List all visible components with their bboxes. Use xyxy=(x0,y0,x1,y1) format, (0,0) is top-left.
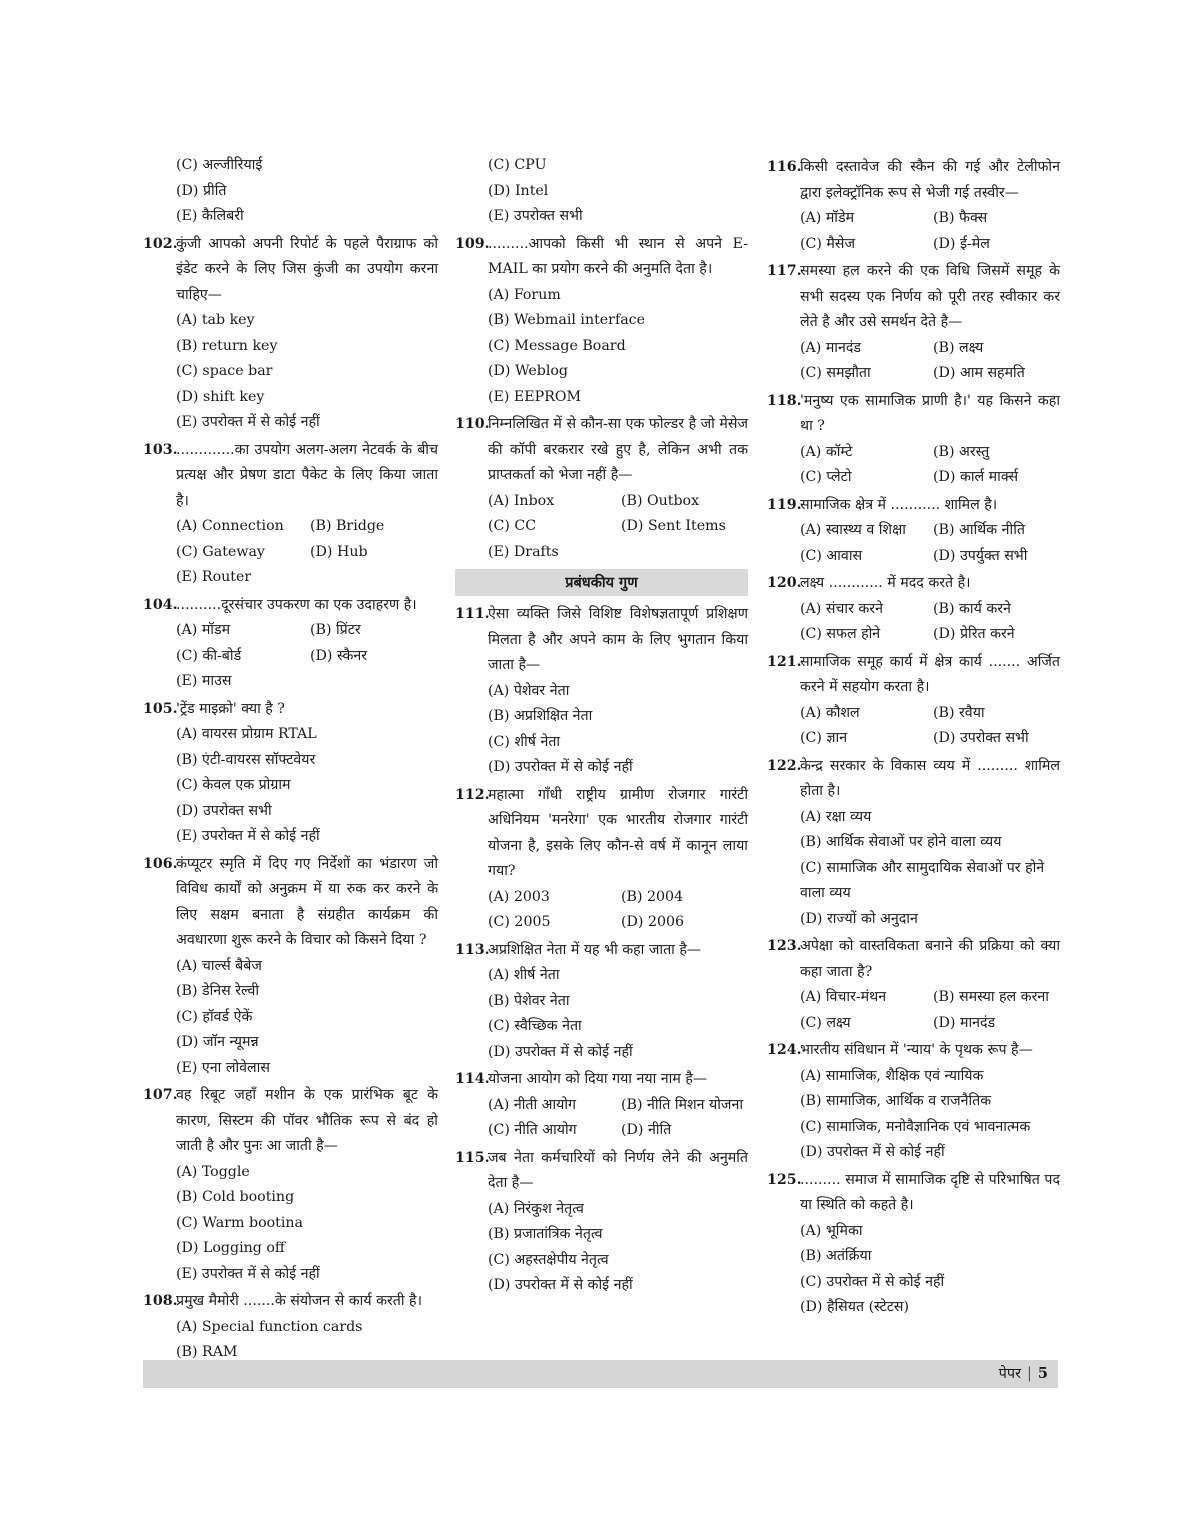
option: (D) मानदंड xyxy=(933,1014,996,1031)
question-text: ..........दूरसंचार उपकरण का एक उदाहरण है। xyxy=(176,596,417,613)
question-text: लक्ष्य ............ में मदद करते है। xyxy=(800,575,971,591)
question xyxy=(767,1168,1060,1321)
question-number: 106. xyxy=(143,855,178,872)
question-text: भारतीय संविधान में 'न्याय' के पृथक रूप है— xyxy=(800,1042,1033,1058)
options-list xyxy=(800,985,1060,1036)
option: (D) स्कैनर xyxy=(310,647,368,664)
option: (D) Weblog xyxy=(488,363,569,379)
option: (A) मॉडेम xyxy=(800,210,855,226)
footer-separator: | xyxy=(1027,1366,1032,1382)
options-list xyxy=(176,514,438,591)
option: (D) 2006 xyxy=(621,914,685,930)
option: (B) एंटी-वायरस सॉफ्टवेयर xyxy=(176,751,316,768)
option: (B) नीति मिशन योजना xyxy=(621,1096,743,1113)
option: (C) शीर्ष नेता xyxy=(488,733,561,750)
question xyxy=(767,155,1060,257)
question-head xyxy=(767,259,1060,336)
option: (B) Outbox xyxy=(621,492,700,509)
question-text: केन्द्र सरकार के विकास व्यय में ......... शामिल होता है। xyxy=(800,757,1060,799)
question-head xyxy=(455,232,748,283)
options-list xyxy=(176,308,438,436)
options-list xyxy=(800,1219,1060,1321)
question xyxy=(767,571,1060,648)
option: (D) उपरोक्त में से कोई नहीं xyxy=(488,759,633,775)
option: (B) Cold booting xyxy=(176,1189,295,1205)
option: (B) Bridge xyxy=(310,518,385,534)
question xyxy=(767,650,1060,752)
option: (C) हॉवर्ड ऐकें xyxy=(176,1008,253,1025)
question-number: 102. xyxy=(143,235,178,252)
question-head xyxy=(455,602,748,679)
question xyxy=(143,1083,438,1287)
option: (D) ई-मेल xyxy=(933,235,990,252)
option: (A) Forum xyxy=(488,286,561,303)
question xyxy=(143,852,438,1082)
option: (A) Toggle xyxy=(176,1163,250,1180)
question-text: ......... समाज में सामाजिक दृष्टि से परिभाषित पद या स्थिति को कहते है। xyxy=(800,1171,1060,1213)
question xyxy=(455,412,748,565)
option: (C) सामाजिक, मनोवैज्ञानिक एवं भावनात्मक xyxy=(800,1118,1031,1135)
option: (D) Intel xyxy=(488,182,549,199)
question-text: 'मनुष्य एक सामाजिक प्राणी है।' यह किसने कहा था ? xyxy=(800,392,1060,434)
option: (A) tab key xyxy=(176,312,255,328)
option: (D) जॉन न्यूमन्न xyxy=(176,1034,259,1050)
option: (B) प्रिंटर xyxy=(310,622,361,638)
question-number: 109. xyxy=(455,235,490,252)
option: (C) की-बोर्ड xyxy=(176,647,242,664)
options-list xyxy=(488,1197,748,1299)
question-text: प्रमुख मैमोरी .......के संयोजन से कार्य करती है। xyxy=(176,1293,422,1309)
question-number: 107. xyxy=(143,1087,178,1103)
option: (B) return key xyxy=(176,337,278,354)
continued-options xyxy=(143,153,438,230)
option: (B) RAM xyxy=(176,1344,238,1360)
question-text: सामाजिक समूह कार्य में क्षेत्र कार्य ....... अर्जित करने में सहयोग करता है। xyxy=(800,653,1060,695)
option: (B) लक्ष्य xyxy=(933,339,984,356)
option: (C) ज्ञान xyxy=(800,730,848,746)
question-text: निम्नलिखित में से कौन-सा एक फोल्डर है जो मेसेज की कॉपी बरकरार रखे हुए है, लेकिन अभी तक प्राप्तकर्ता को भेजा नहीं है— xyxy=(488,416,748,483)
option: (D) उपरोक्त सभी xyxy=(176,802,272,819)
question xyxy=(143,1289,438,1366)
option: (E) Router xyxy=(176,569,252,585)
option: (C) उपरोक्त में से कोई नहीं xyxy=(800,1273,945,1290)
option: (A) पेशेवर नेता xyxy=(488,682,570,699)
option: (A) विचार-मंथन xyxy=(800,989,887,1005)
column-2 xyxy=(455,153,748,1301)
options-list xyxy=(488,1093,748,1144)
options-list xyxy=(176,1160,438,1288)
option: (B) रवैया xyxy=(933,704,985,721)
option: (B) समस्या हल करना xyxy=(933,989,1049,1005)
question-number: 113. xyxy=(455,941,490,958)
question xyxy=(143,232,438,436)
options-list xyxy=(488,963,748,1065)
option: (A) भूमिका xyxy=(800,1222,863,1239)
question-number: 121. xyxy=(767,653,802,670)
options-list xyxy=(800,518,1060,569)
option: (A) कॉम्टे xyxy=(800,443,853,460)
question xyxy=(455,783,748,936)
options-list xyxy=(488,283,748,411)
question-number: 111. xyxy=(455,606,490,622)
option: (A) सामाजिक, शैक्षिक एवं न्यायिक xyxy=(800,1067,984,1084)
question-head xyxy=(767,1038,1060,1064)
option: (C) मैसेज xyxy=(800,235,856,252)
page-number: 5 xyxy=(1037,1365,1048,1382)
option: (B) फैक्स xyxy=(933,210,988,226)
option: (D) उपरोक्त सभी xyxy=(933,730,1029,746)
option: (B) सामाजिक, आर्थिक व राजनैतिक xyxy=(800,1093,992,1109)
option: (A) शीर्ष नेता xyxy=(488,967,560,983)
option: (B) पेशेवर नेता xyxy=(488,992,570,1009)
options-list xyxy=(176,954,438,1082)
options-list xyxy=(488,489,748,566)
column-3 xyxy=(767,153,1060,1323)
option: (E) उपरोक्त में से कोई नहीं xyxy=(176,1265,320,1282)
option: (C) आवास xyxy=(800,547,863,564)
question xyxy=(455,1146,748,1299)
column-1 xyxy=(143,153,438,1368)
question-text: समस्या हल करने की एक विधि जिसमें समूह के सभी सदस्य एक निर्णय को पूरी तरह स्वीकार कर लेते है और उसे समर्थन देते है— xyxy=(800,263,1060,330)
question-head xyxy=(143,593,438,619)
option: (A) निरंकुश नेतृत्व xyxy=(488,1200,584,1217)
options-list xyxy=(176,618,438,695)
option: (A) Special function cards xyxy=(176,1318,363,1335)
option: (A) स्वास्थ्य व शिक्षा xyxy=(800,522,906,538)
question-head xyxy=(767,650,1060,701)
option: (D) Hub xyxy=(310,543,368,560)
question xyxy=(767,259,1060,387)
question-text: किसी दस्तावेज की स्कैन की गई और टेलीफोन द्वारा इलेक्ट्रॉनिक रूप से भेजी गई तस्वीर— xyxy=(800,159,1060,201)
question-text: .............का उपयोग अलग-अलग नेटवर्क के बीच प्रत्यक्ष और प्रेषण डाटा पैकेट के लिए किया जाता है। xyxy=(176,441,438,509)
option: (C) नीति आयोग xyxy=(488,1122,577,1138)
option: (E) EEPROM xyxy=(488,388,582,405)
option: (B) अरस्तु xyxy=(933,443,990,460)
question-head xyxy=(767,155,1060,206)
footer-label xyxy=(999,1360,1048,1388)
option: (C) Warm bootina xyxy=(176,1214,303,1231)
question-number: 110. xyxy=(455,416,490,432)
question-number: 104. xyxy=(143,596,178,613)
options-list xyxy=(800,805,1060,933)
footer-bar xyxy=(143,1360,1058,1388)
option: (D) Sent Items xyxy=(621,518,726,534)
question-head xyxy=(143,852,438,954)
option: (D) आम सहमति xyxy=(933,365,1025,381)
option: (C) Message Board xyxy=(488,337,626,354)
question-head xyxy=(767,389,1060,440)
question xyxy=(455,1067,748,1144)
option: (D) उपर्युक्त सभी xyxy=(933,547,1028,564)
question-number: 124. xyxy=(767,1042,802,1058)
question-text: अप्रशिक्षित नेता में यह भी कहा जाता है— xyxy=(488,941,702,958)
question xyxy=(143,593,438,695)
option: (A) कौशल xyxy=(800,704,860,721)
question-head xyxy=(767,1168,1060,1219)
question-number: 119. xyxy=(767,496,802,513)
option: (B) 2004 xyxy=(621,888,684,905)
options-list xyxy=(488,885,748,936)
option: (C) CPU xyxy=(488,157,547,173)
options-list xyxy=(176,722,438,850)
question xyxy=(767,493,1060,570)
options-list xyxy=(176,1315,438,1366)
option: (D) प्रेरित करने xyxy=(933,626,1015,642)
option: (E) उपरोक्त सभी xyxy=(488,208,583,224)
question-number: 108. xyxy=(143,1293,178,1309)
option: (A) मानदंड xyxy=(800,339,861,356)
options-list xyxy=(800,206,1060,257)
option: (A) Connection xyxy=(176,518,284,534)
option: (C) स्वैच्छिक नेता xyxy=(488,1018,582,1034)
option: (A) संचार करने xyxy=(800,600,883,617)
option: (C) space bar xyxy=(176,363,273,379)
question xyxy=(143,438,438,591)
question-text: कंप्यूटर स्मृति में दिए गए निर्देशों का भंडारण जो विविध कार्यों को अनुक्रम में या रुक कर करने के लिए सक्षम बनाता है संग्रहीत कार्यक्रम की अवधारणा शुरू करने के विचार को किसने दिया ? xyxy=(176,855,438,948)
option: (C) प्लेटो xyxy=(800,469,852,485)
section-heading: प्रबंधकीय गुण xyxy=(455,569,748,596)
question-number: 112. xyxy=(455,786,490,803)
option: (D) हैसियत (स्टेटस) xyxy=(800,1299,910,1315)
option: (E) Drafts xyxy=(488,543,559,560)
option: (C) 2005 xyxy=(488,914,551,930)
question-number: 118. xyxy=(767,392,802,409)
question-head xyxy=(767,493,1060,519)
question-text: 'ट्रेंड माइक्रो' क्या है ? xyxy=(176,700,285,717)
options-list xyxy=(176,153,438,230)
option: (D) उपरोक्त में से कोई नहीं xyxy=(488,1043,633,1060)
question-head xyxy=(143,1289,438,1315)
question-head xyxy=(767,571,1060,597)
question-number: 123. xyxy=(767,938,802,954)
question-number: 117. xyxy=(767,263,802,279)
option: (C) समझौता xyxy=(800,365,871,381)
option: (E) उपरोक्त में से कोई नहीं xyxy=(176,414,320,430)
question-text: महात्मा गाँधी राष्ट्रीय ग्रामीण रोजगार गारंटी अधिनियम 'मनरेगा' एक भारतीय रोजगार गारंटी योजना है, इसके लिए कौन-से वर्ष में कानून लाया गया? xyxy=(488,786,748,879)
question-head xyxy=(143,438,438,515)
question-number: 116. xyxy=(767,159,802,175)
question xyxy=(455,232,748,411)
question xyxy=(455,602,748,781)
option: (D) प्रीति xyxy=(176,182,227,199)
option: (E) एना लोवेलास xyxy=(176,1059,270,1076)
question-text: सामाजिक क्षेत्र में ........... शामिल है। xyxy=(800,496,998,513)
options-list xyxy=(488,679,748,781)
option: (C) अहस्तक्षेपीय नेतृत्व xyxy=(488,1251,609,1268)
question-text: .........आपको किसी भी स्थान से अपने E-MAIL का प्रयोग करने की अनुमति देता है। xyxy=(488,235,748,277)
option: (A) वायरस प्रोग्राम RTAL xyxy=(176,726,317,742)
question-number: 114. xyxy=(455,1071,490,1087)
question-number: 103. xyxy=(143,441,178,458)
option: (B) प्रजातांत्रिक नेतृत्व xyxy=(488,1226,603,1242)
question-text: वह रिबूट जहाँ मशीन के एक प्रारंभिक बूट के कारण, सिस्टम की पॉवर भौतिक रूप से बंद हो जाती है और पुनः आ जाती है— xyxy=(176,1087,438,1154)
option: (B) आर्थिक नीति xyxy=(933,522,1025,538)
options-list xyxy=(800,597,1060,648)
question-head xyxy=(767,934,1060,985)
option: (B) आर्थिक सेवाओं पर होने वाला व्यय xyxy=(800,834,1002,850)
option: (A) Inbox xyxy=(488,492,555,509)
options-list xyxy=(800,336,1060,387)
question xyxy=(767,1038,1060,1166)
option: (A) नीती आयोग xyxy=(488,1096,577,1113)
question-number: 120. xyxy=(767,575,802,591)
option: (D) Logging off xyxy=(176,1240,285,1256)
options-list xyxy=(800,701,1060,752)
option: (B) Webmail interface xyxy=(488,312,646,328)
option: (B) डेनिस रेल्वी xyxy=(176,983,260,999)
option: (D) कार्ल मार्क्स xyxy=(933,469,1019,485)
question xyxy=(767,389,1060,491)
question-head xyxy=(455,783,748,885)
option: (E) उपरोक्त में से कोई नहीं xyxy=(176,828,320,844)
option: (C) केवल एक प्रोग्राम xyxy=(176,777,291,793)
option: (B) अप्रशिक्षित नेता xyxy=(488,708,593,724)
question xyxy=(767,934,1060,1036)
question-head xyxy=(455,1067,748,1093)
option: (D) उपरोक्त में से कोई नहीं xyxy=(800,1144,945,1160)
question-head xyxy=(143,1083,438,1160)
option: (C) CC xyxy=(488,518,537,534)
option: (B) अतंर्क्रिया xyxy=(800,1248,872,1264)
option: (A) मॉडम xyxy=(176,622,231,638)
option: (D) shift key xyxy=(176,388,265,405)
option: (D) नीति xyxy=(621,1122,672,1138)
question-head xyxy=(455,938,748,964)
question-head xyxy=(455,412,748,489)
continued-options xyxy=(455,153,748,230)
option: (A) 2003 xyxy=(488,888,550,905)
option: (C) सामाजिक और सामुदायिक सेवाओं पर होने वाला व्यय xyxy=(800,859,1045,901)
question-text: जब नेता कर्मचारियों को निर्णय लेने की अनुमति देता है— xyxy=(488,1149,748,1191)
option: (C) सफल होने xyxy=(800,626,881,642)
question-number: 122. xyxy=(767,757,802,774)
option: (E) कैलिबरी xyxy=(176,208,244,224)
options-list xyxy=(800,440,1060,491)
question-number: 125. xyxy=(767,1171,802,1188)
question-text: कुंजी आपको अपनी रिपोर्ट के पहले पैराग्राफ को इंडेट करने के लिए जिस कुंजी का उपयोग करना चाहिए— xyxy=(176,235,438,303)
question-number: 115. xyxy=(455,1149,490,1166)
question-number: 105. xyxy=(143,700,178,717)
question-text: योजना आयोग को दिया गया नया नाम है— xyxy=(488,1071,708,1087)
question-head xyxy=(767,754,1060,805)
question-text: ऐसा व्यक्ति जिसे विशिष्ट विशेषज्ञतापूर्ण प्रशिक्षण मिलता है और अपने काम के लिए भुगतान किया जाता है— xyxy=(488,606,748,673)
option: (D) उपरोक्त में से कोई नहीं xyxy=(488,1277,633,1293)
question-head xyxy=(455,1146,748,1197)
option: (C) Gateway xyxy=(176,543,265,560)
question-head xyxy=(143,697,438,723)
option: (E) माउस xyxy=(176,673,232,689)
options-list xyxy=(488,153,748,230)
option: (B) कार्य करने xyxy=(933,600,1011,617)
question xyxy=(767,754,1060,933)
question xyxy=(143,697,438,850)
question-text: अपेक्षा को वास्तविकता बनाने की प्रक्रिया को क्या कहा जाता है? xyxy=(800,938,1060,980)
option: (D) राज्यों को अनुदान xyxy=(800,910,918,927)
question-head xyxy=(143,232,438,309)
option: (A) चार्ल्स बैबेज xyxy=(176,957,262,974)
question xyxy=(455,938,748,1066)
options-list xyxy=(800,1064,1060,1166)
option: (C) लक्ष्य xyxy=(800,1014,851,1031)
option: (C) अल्जीरियाई xyxy=(176,157,263,173)
option: (A) रक्षा व्यय xyxy=(800,808,872,825)
footer-title: पेपर xyxy=(998,1366,1022,1382)
